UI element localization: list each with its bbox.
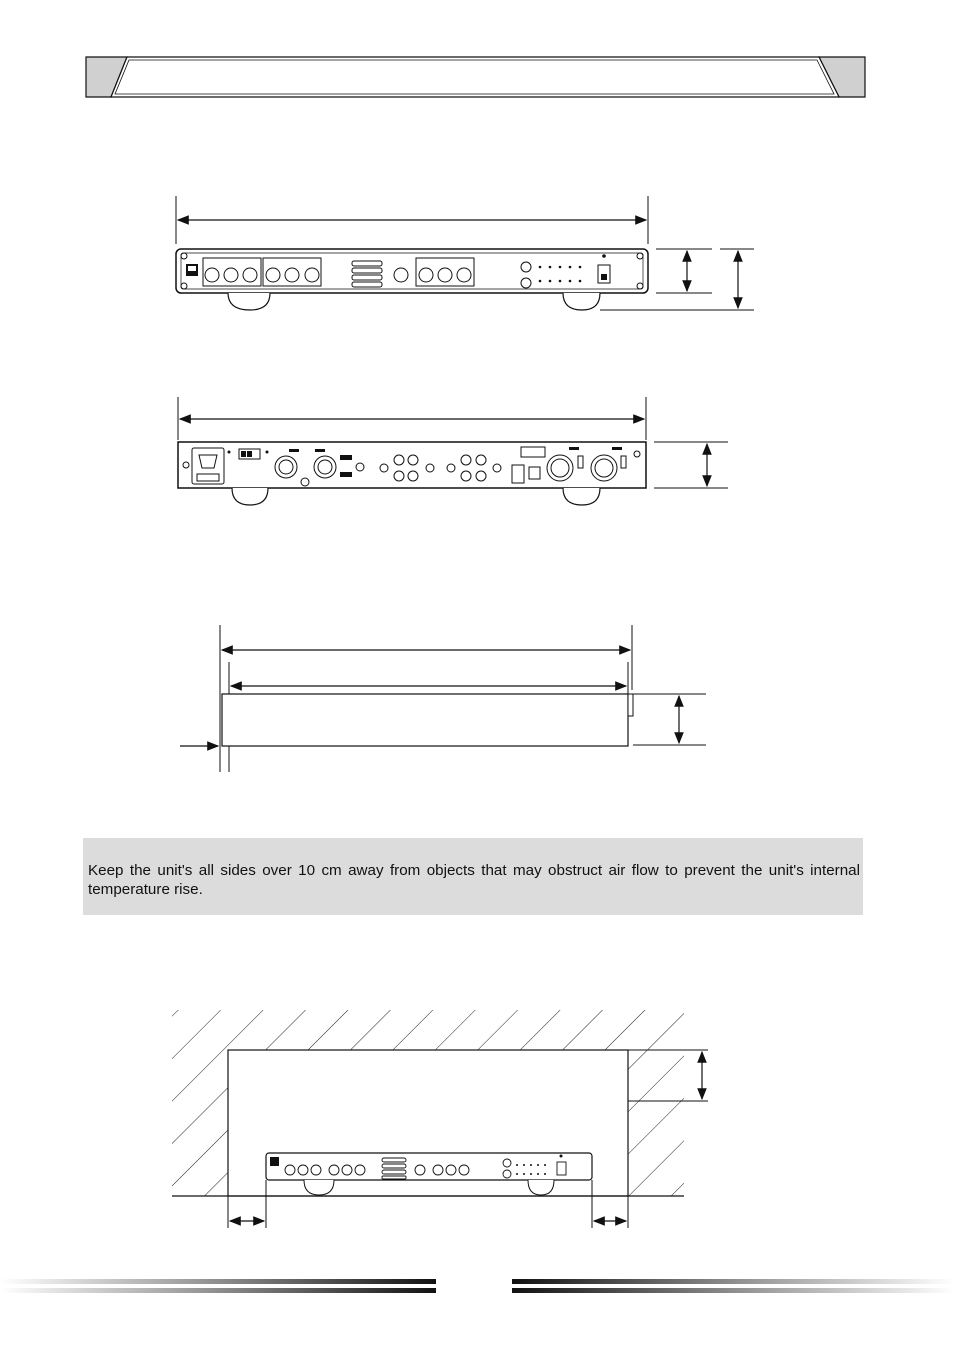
footer-bar-right-bottom [512, 1288, 954, 1293]
footer-bar-left-bottom [0, 1288, 436, 1293]
footer-bar-left-top [0, 1279, 436, 1284]
footer-bar-right-top [512, 1279, 954, 1284]
ventilation-note-text: Keep the unit's all sides over 10 cm away from objects that may obstruct air flow to prevent the unit's internal temperature rise. [88, 862, 860, 898]
